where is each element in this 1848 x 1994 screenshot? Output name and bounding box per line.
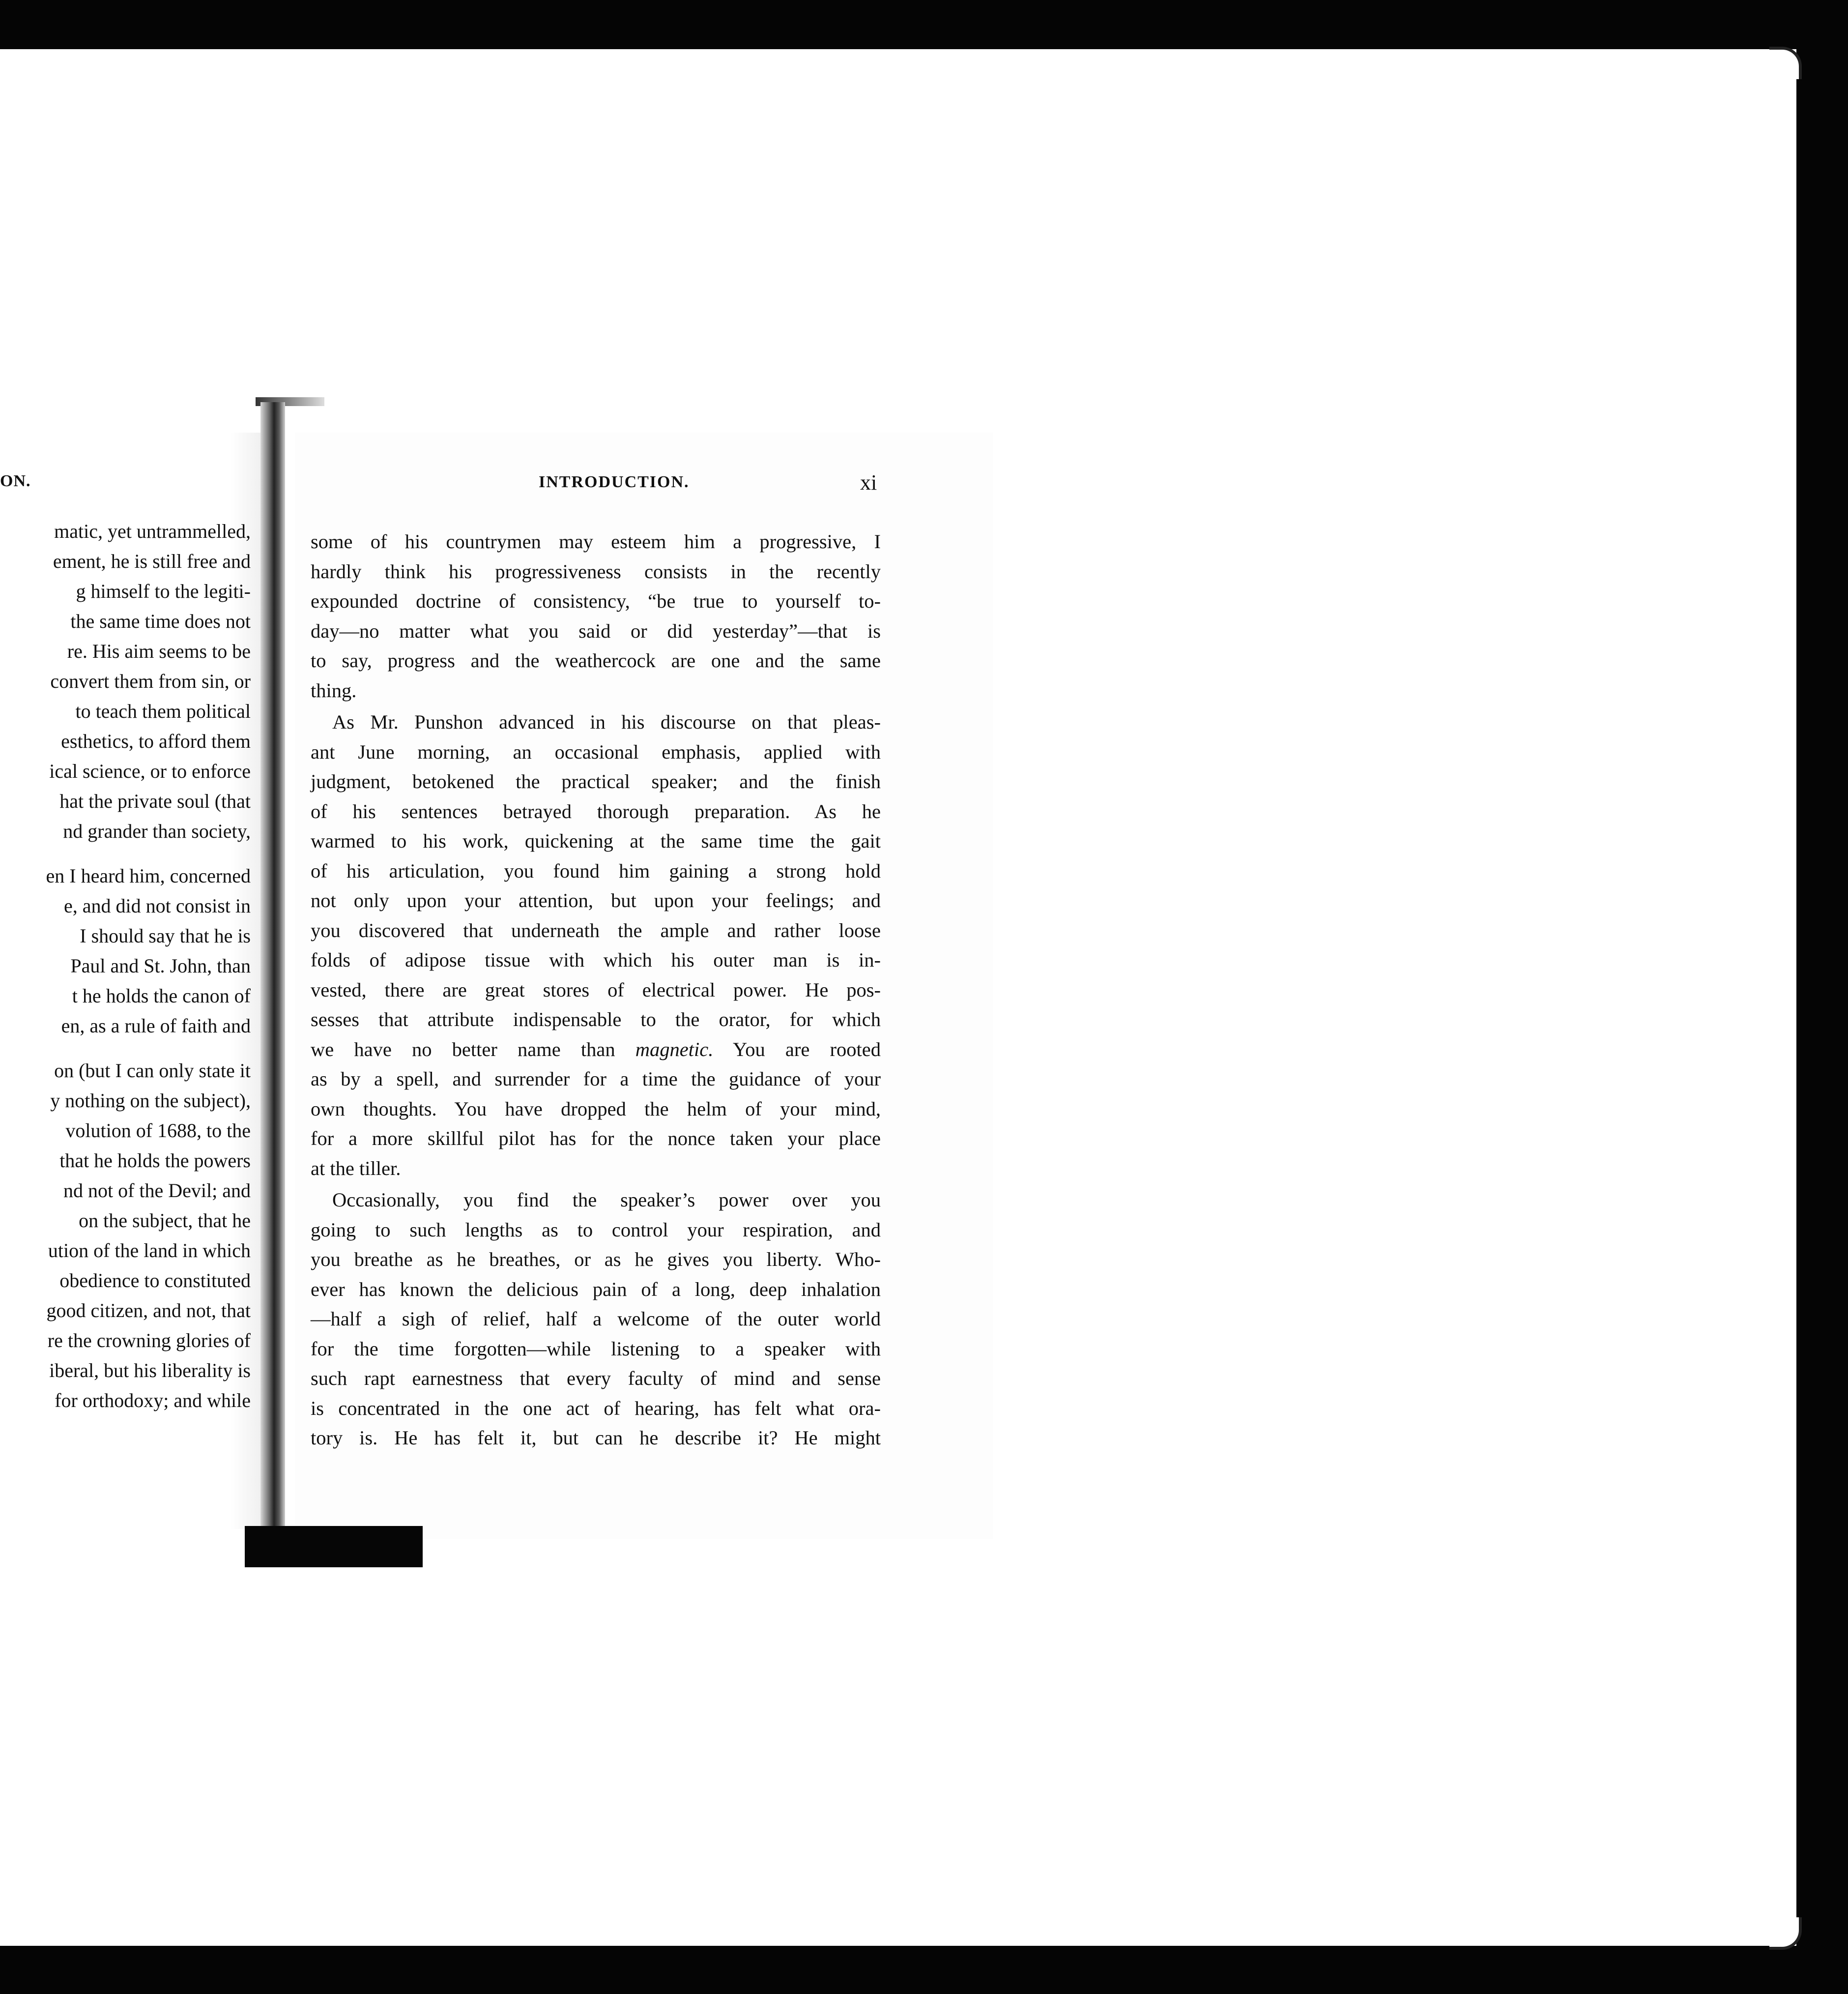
text-line: expounded doctrine of consistency, “be true to yourself to- bbox=[311, 590, 881, 612]
left-line: nd not of the Devil; and bbox=[63, 1179, 251, 1202]
italic-word: magnetic. bbox=[635, 1038, 714, 1060]
left-line: en I heard him, concerned bbox=[46, 865, 251, 887]
text-line-with-italic bbox=[311, 1035, 881, 1065]
text-line: folds of adipose tissue with which his outer man is in- bbox=[311, 949, 881, 971]
text-line: some of his countrymen may esteem him a progressive, I bbox=[311, 530, 881, 553]
text-fragment: You are rooted bbox=[713, 1038, 881, 1060]
paragraph-gap bbox=[0, 1041, 251, 1056]
left-line: t he holds the canon of bbox=[72, 985, 251, 1007]
text-line: going to such lengths as to control your respiration, and bbox=[311, 1218, 881, 1241]
left-line: re. His aim seems to be bbox=[67, 640, 251, 662]
left-line: g himself to the legiti- bbox=[76, 580, 251, 602]
text-line: —half a sigh of relief, half a welcome of the outer world bbox=[311, 1308, 881, 1330]
scan-border-bottom bbox=[0, 1946, 1848, 1994]
left-line: e, and did not consist in bbox=[64, 895, 251, 917]
paragraph-2 bbox=[311, 707, 881, 1183]
text-line: for the time forgotten—while listening to a speaker with bbox=[311, 1337, 881, 1360]
body-text bbox=[311, 527, 881, 1453]
scan-border-right bbox=[1796, 0, 1848, 1994]
text-line: thing. bbox=[311, 679, 357, 702]
left-line: re the crowning glories of bbox=[47, 1329, 251, 1351]
scan-border-top bbox=[0, 0, 1848, 49]
text-line: you discovered that underneath the ample and rather loose bbox=[311, 919, 881, 941]
left-line: hat the private soul (that bbox=[59, 790, 251, 812]
left-page bbox=[0, 472, 251, 1529]
running-head bbox=[310, 472, 890, 501]
text-line: such rapt earnestness that every faculty of mind and sense bbox=[311, 1367, 881, 1389]
left-line: matic, yet untrammelled, bbox=[54, 520, 251, 542]
left-line: iberal, but his liberality is bbox=[49, 1359, 251, 1381]
text-line: of his sentences betrayed thorough preparation. As he bbox=[311, 800, 881, 822]
right-page bbox=[310, 472, 890, 1554]
left-line: Paul and St. John, than bbox=[70, 955, 251, 977]
left-line: y nothing on the subject), bbox=[50, 1089, 251, 1112]
left-line: good citizen, and not, that bbox=[46, 1299, 251, 1321]
text-fragment: we have no better name than bbox=[311, 1038, 615, 1060]
text-line: vested, there are great stores of electrical power. He pos- bbox=[311, 978, 881, 1001]
left-line: obedience to constituted bbox=[59, 1269, 251, 1291]
left-line: ement, he is still free and bbox=[53, 550, 251, 572]
text-line: Occasionally, you find the speaker’s power over you bbox=[332, 1189, 881, 1211]
text-line: day—no matter what you said or did yesterday”—that is bbox=[311, 619, 881, 642]
left-line: for orthodoxy; and while bbox=[55, 1389, 251, 1411]
left-page-text bbox=[0, 516, 251, 1415]
text-line: you breathe as he breathes, or as he gives you liberty. Who- bbox=[311, 1248, 881, 1270]
paragraph-3 bbox=[311, 1185, 881, 1453]
paragraph-1 bbox=[311, 527, 881, 705]
text-line: not only upon your attention, but upon your feelings; and bbox=[311, 889, 881, 911]
paragraph-gap bbox=[0, 846, 251, 861]
left-line: on (but I can only state it bbox=[54, 1059, 251, 1082]
left-line: esthetics, to afford them bbox=[61, 730, 251, 752]
text-line: at the tiller. bbox=[311, 1157, 401, 1179]
text-line: judgment, betokened the practical speaker; and the finish bbox=[311, 770, 881, 792]
book-gutter bbox=[260, 402, 285, 1528]
left-line: on the subject, that he bbox=[79, 1209, 251, 1232]
text-line: hardly think his progressiveness consists in the recently bbox=[311, 560, 881, 583]
text-line: sesses that attribute indispensable to the orator, for which bbox=[311, 1008, 881, 1030]
page-number: xi bbox=[860, 470, 877, 495]
text-line: As Mr. Punshon advanced in his discourse on that pleas- bbox=[332, 711, 881, 733]
text-line: of his articulation, you found him gaining a strong hold bbox=[311, 859, 881, 882]
text-line: as by a spell, and surrender for a time the guidance of your bbox=[311, 1068, 881, 1090]
text-line: for a more skillful pilot has for the nonce taken your place bbox=[311, 1127, 881, 1149]
left-line: to teach them political bbox=[75, 700, 251, 722]
left-line: I should say that he is bbox=[80, 925, 251, 947]
left-line: the same time does not bbox=[70, 610, 251, 632]
left-line: that he holds the powers bbox=[59, 1149, 251, 1172]
text-line: ant June morning, an occasional emphasis, applied with bbox=[311, 740, 881, 763]
left-line: nd grander than society, bbox=[63, 820, 251, 842]
text-line: is concentrated in the one act of hearing, has felt what ora- bbox=[311, 1397, 881, 1419]
text-line: ever has known the delicious pain of a long, deep inhalation bbox=[311, 1278, 881, 1300]
text-line: own thoughts. You have dropped the helm of your mind, bbox=[311, 1097, 881, 1120]
text-line: to say, progress and the weathercock are one and the same bbox=[311, 649, 881, 672]
running-head-title: INTRODUCTION. bbox=[539, 473, 690, 491]
left-line: volution of 1688, to the bbox=[65, 1119, 251, 1142]
text-line: tory is. He has felt it, but can he describe it? He might bbox=[311, 1427, 881, 1449]
left-line: ical science, or to enforce bbox=[49, 760, 251, 782]
left-line: en, as a rule of faith and bbox=[61, 1015, 251, 1037]
left-line: ution of the land in which bbox=[48, 1239, 251, 1261]
text-line: warmed to his work, quickening at the same time the gait bbox=[311, 830, 881, 852]
left-running-head: ON. bbox=[0, 472, 31, 490]
left-line: convert them from sin, or bbox=[50, 670, 251, 692]
